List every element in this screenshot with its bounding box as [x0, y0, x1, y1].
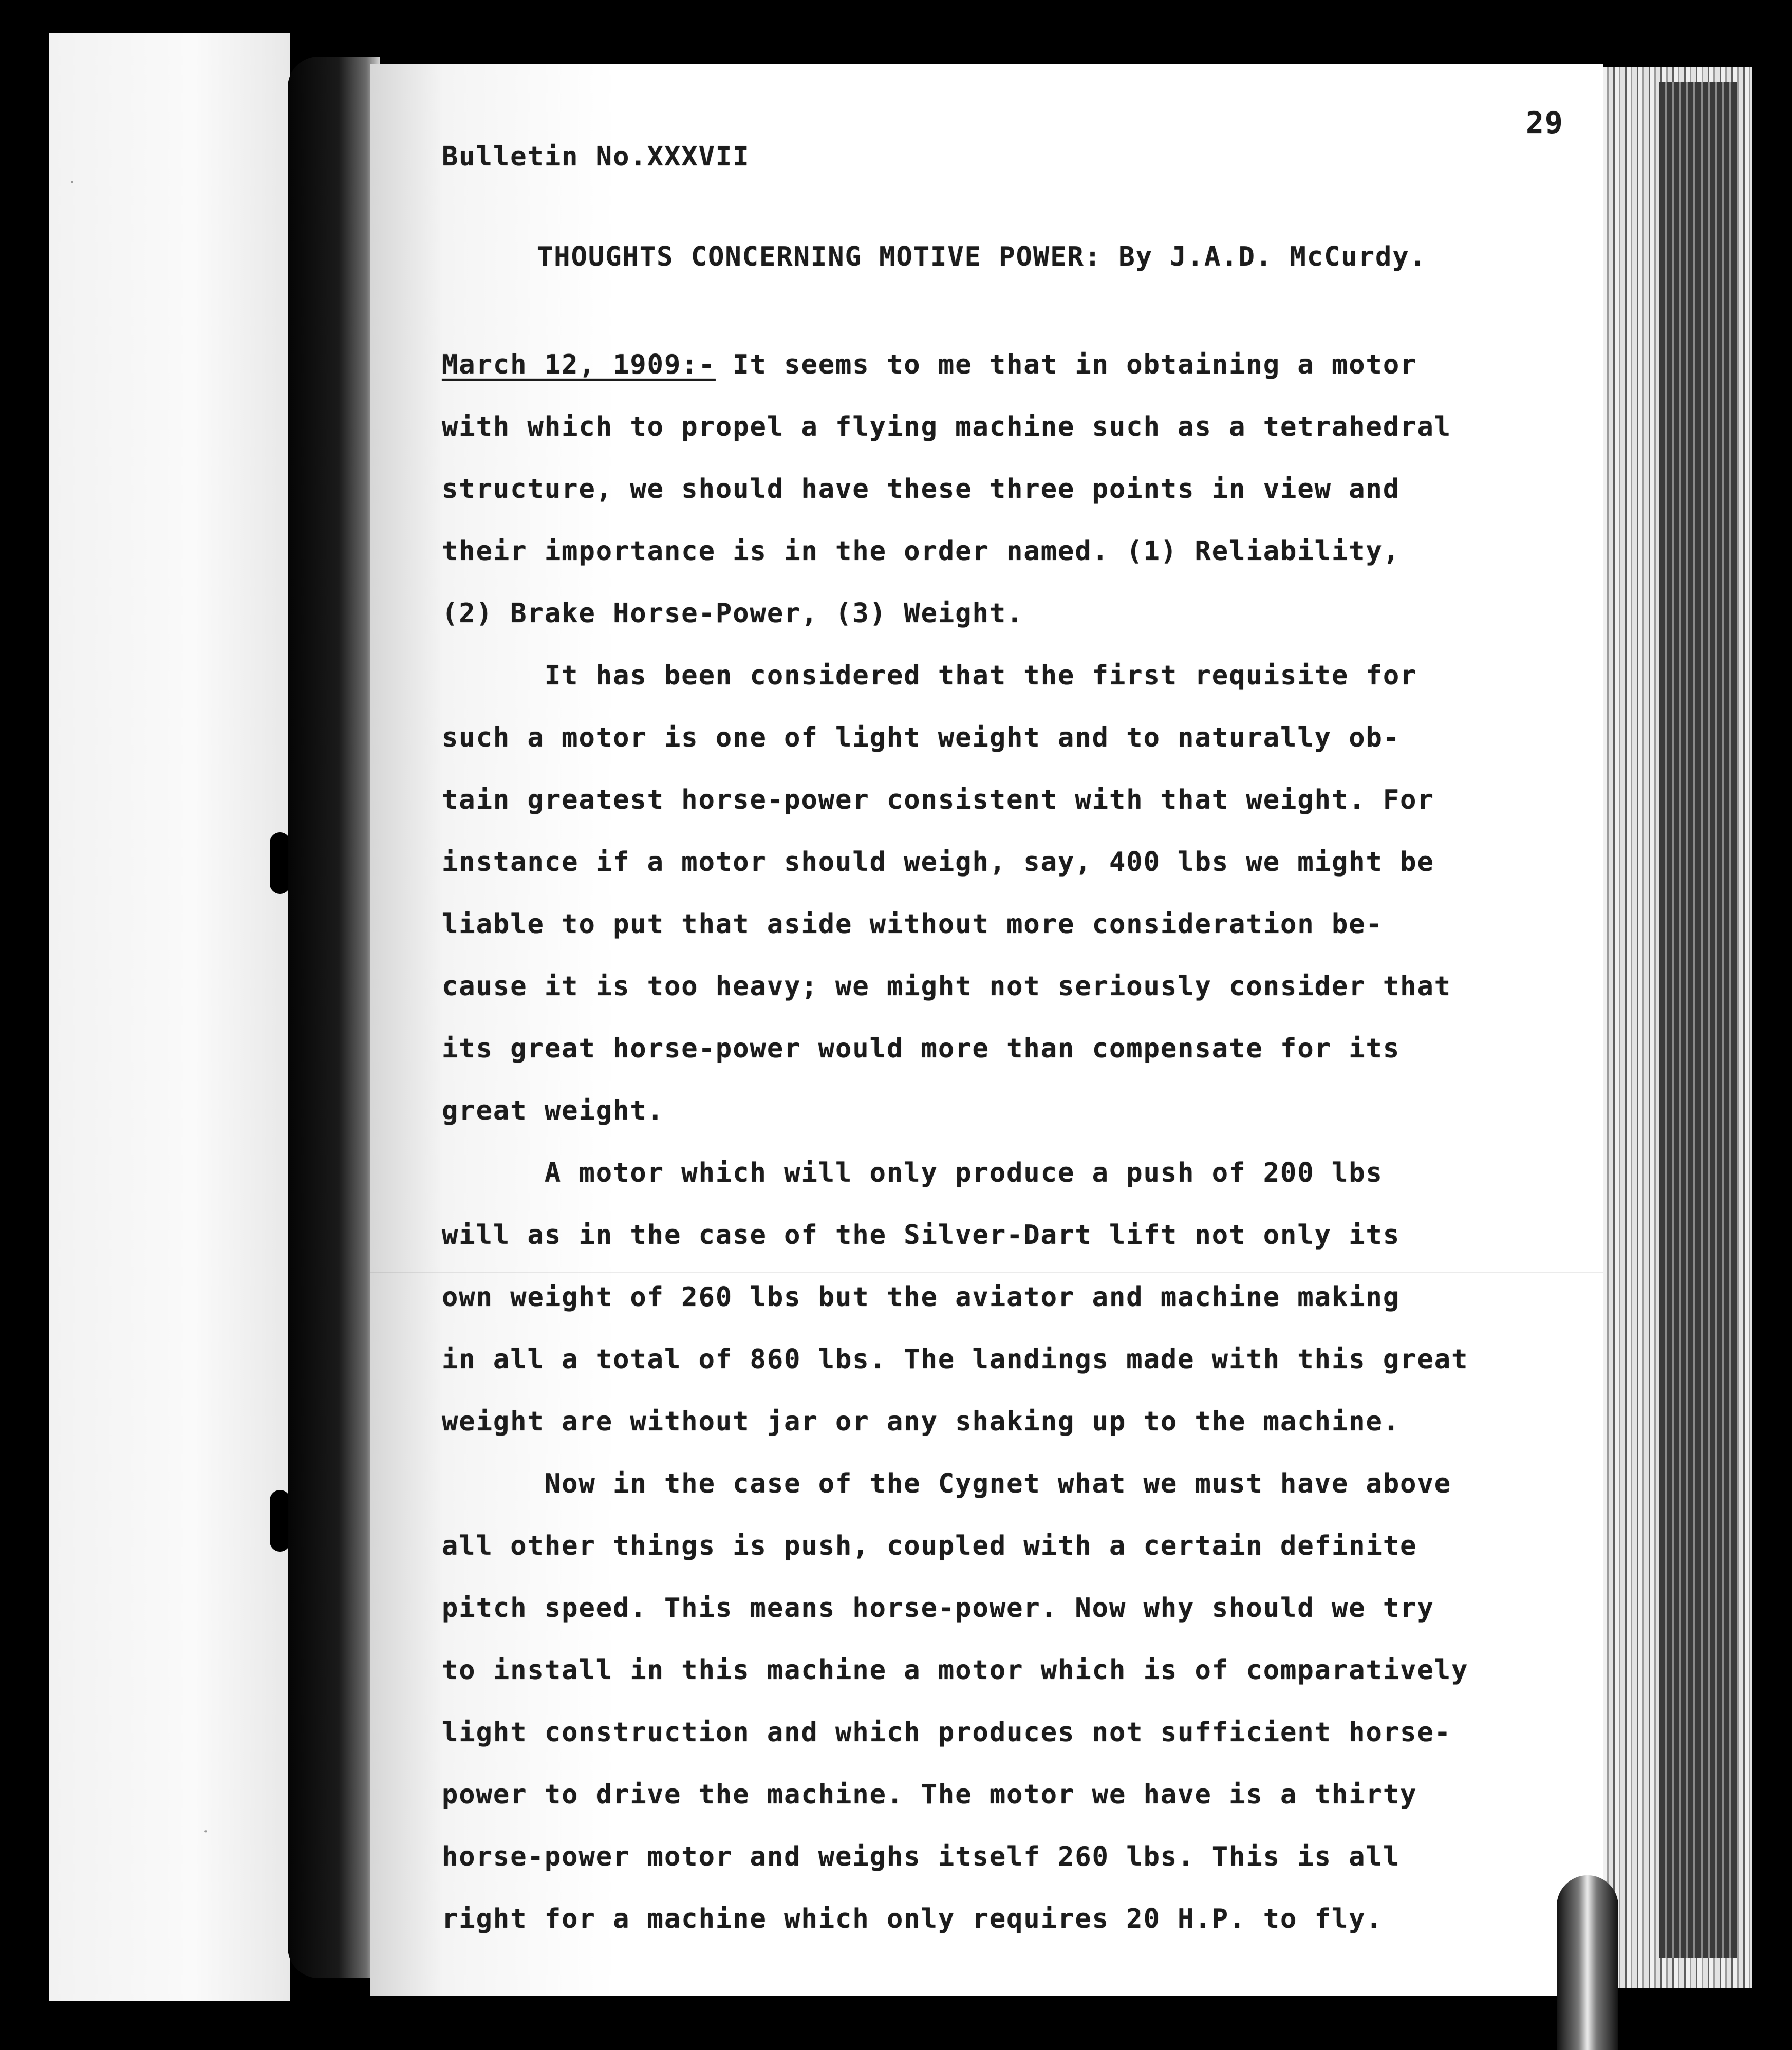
body-line: It seems to me that in obtaining a motor: [715, 349, 1417, 380]
facing-page: [49, 33, 290, 2001]
binding-notch: [270, 832, 290, 894]
body-line: to install in this machine a motor which is of comparatively: [442, 1655, 1469, 1686]
body-line: own weight of 260 lbs but the aviator and machine making: [442, 1282, 1401, 1313]
body-line: (2) Brake Horse-Power, (3) Weight.: [442, 598, 1024, 629]
body-line: its great horse-power would more than compensate for its: [442, 1033, 1401, 1064]
body-line: such a motor is one of light weight and to naturally ob-: [442, 722, 1401, 753]
pen-tip: [1557, 1875, 1618, 2050]
page-speck: ·: [203, 1821, 209, 1842]
body-line: power to drive the machine. The motor we have is a thirty: [442, 1779, 1417, 1810]
bulletin-heading: Bulletin No.XXXVII: [442, 141, 750, 172]
page-speck: ·: [69, 172, 75, 193]
body-line: Now in the case of the Cygnet what we must have above: [442, 1468, 1452, 1499]
book-gutter-shadow: [288, 57, 380, 1978]
body-line: instance if a motor should weigh, say, 400 lbs we might be: [442, 847, 1434, 878]
body-line: pitch speed. This means horse-power. Now why should we try: [442, 1593, 1434, 1624]
body-line: right for a machine which only requires 20 H.P. to fly.: [442, 1904, 1383, 1934]
date-label: March 12, 1909:-: [442, 349, 716, 380]
page-edges-shadow: [1659, 82, 1737, 1958]
body-line: great weight.: [442, 1095, 664, 1126]
body-line: their importance is in the order named. (1) Reliability,: [442, 536, 1401, 567]
body-line: tain greatest horse-power consistent with that weight. For: [442, 785, 1434, 815]
body-line: liable to put that aside without more consideration be-: [442, 909, 1383, 940]
body-line: cause it is too heavy; we might not seriously consider that: [442, 971, 1452, 1002]
body-line: structure, we should have these three points in view and: [442, 474, 1401, 505]
first-line: [442, 349, 1417, 380]
body-line: A motor which will only produce a push of 200 lbs: [442, 1158, 1383, 1188]
body-line: weight are without jar or any shaking up to the machine.: [442, 1406, 1401, 1437]
body-line: light construction and which produces not sufficient horse-: [442, 1717, 1452, 1748]
body-line: with which to propel a flying machine such as a tetrahedral: [442, 412, 1452, 442]
page-number: 29: [1526, 105, 1564, 140]
body-line: all other things is push, coupled with a certain definite: [442, 1531, 1417, 1561]
body-line: horse-power motor and weighs itself 260 lbs. This is all: [442, 1841, 1401, 1872]
body-line: It has been considered that the first requisite for: [442, 660, 1417, 691]
document-page: [370, 64, 1603, 1996]
body-line: will as in the case of the Silver-Dart lift not only its: [442, 1220, 1401, 1251]
body-line: in all a total of 860 lbs. The landings made with this great: [442, 1344, 1469, 1375]
page-fold-line: [370, 1272, 1603, 1273]
binding-notch: [270, 1490, 290, 1552]
document-title: THOUGHTS CONCERNING MOTIVE POWER: By J.A.D. McCurdy.: [537, 241, 1427, 272]
